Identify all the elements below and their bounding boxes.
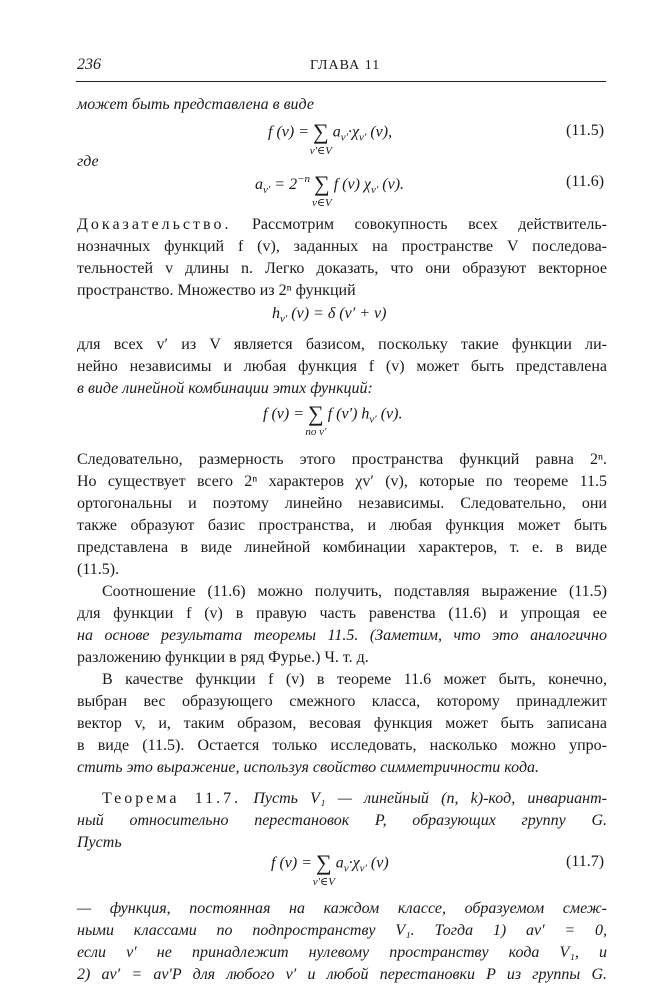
eq-tail: (v), — [366, 123, 393, 141]
text-line: может быть представлена в виде — [77, 96, 314, 113]
equation-sum: f (v) = ∑ по v′ f (v′) $h_{v'}$ (v). — [263, 401, 403, 438]
eq-term: a — [335, 854, 344, 872]
eq-eq: = 2 — [270, 176, 298, 193]
eq-lhs: f (v) = — [271, 854, 312, 872]
text-line: 2) av′ = av′P для любого v′ и любой перестановки P из группы G. — [77, 966, 607, 983]
sum-index: v∈V — [312, 197, 332, 210]
eq-rhs: f (v′) h — [327, 405, 370, 423]
text-line: — функция, постоянная на каждом классе, образуемом смеж- — [77, 900, 607, 917]
equation-11-7: f (v) = ∑ v′∈V $a_v\cdot\chi_{v'}$ (v) — [271, 850, 389, 888]
text-line: представлена в виде линейной комбинации характеров, т. е. в виде — [77, 539, 607, 556]
chapter-title: ГЛАВА 11 — [310, 58, 381, 73]
theorem-label: Теорема 11.7. — [102, 790, 242, 807]
eq-sub: v′ — [370, 184, 379, 196]
eq-mid: ·χ — [348, 854, 360, 872]
text-line: В качестве функции f (v) в теореме 11.6 может быть, конечно, — [102, 671, 607, 688]
text-line: нейно независимы и любая функция f (v) может быть представлена — [77, 358, 607, 375]
text-line: для всех v′ из V является базисом, поскольку такие функции ли- — [77, 336, 607, 353]
text-line — [102, 790, 607, 808]
text-line: для функции f (v) в правую часть равенства (11.6) и упрощая ее — [77, 605, 607, 622]
eq-sub: v′ — [263, 184, 271, 196]
text-line: разложению функции в ряд Фурье.) Ч. т. д. — [77, 649, 369, 666]
eq-lhs: h — [272, 305, 280, 322]
equation-number: (11.6) — [566, 173, 605, 190]
eq-sub: v′ — [359, 131, 367, 144]
equation-11-5: f (v) = ∑ v′∈V $a_{v'}\cdot\chi_{v'}$ (v), — [268, 119, 393, 157]
equation-number: (11.7) — [566, 853, 605, 870]
text-line: нозначных функций f (v), заданных на пространстве V последова- — [77, 238, 607, 255]
eq-lhs: a — [255, 176, 263, 193]
text-line: вектор v, и, таким образом, весовая функция может быть записана — [77, 715, 607, 732]
text-line: пространство. Множество из 2ⁿ функций — [77, 282, 356, 299]
text-line: также образуют базис пространства, и любая функция может быть — [77, 517, 607, 534]
proof-label: Доказательство. — [77, 216, 232, 233]
eq-sub: v′ — [369, 413, 377, 426]
text-line: Пусть — [77, 834, 122, 851]
text-line: Но существует всего 2ⁿ характеров χv′ (v), которые по теореме 11.5 — [77, 473, 607, 490]
equation-11-6: $a_{v'} = 2^{-n}$ ∑ v∈V f (v) $\chi_{v'}$ (v). — [255, 171, 405, 210]
eq-lhs: f (v) = — [268, 123, 309, 141]
text-line: в виде линейной комбинации этих функций: — [77, 380, 373, 397]
header-rule — [76, 81, 606, 82]
eq-sub: v′ — [280, 313, 288, 325]
text-line — [77, 216, 607, 234]
sum-index: v′∈V — [312, 876, 335, 888]
sum-index: v′∈V — [309, 145, 332, 157]
eq-lhs: f (v) = — [263, 405, 304, 423]
text-line: на основе результата теоремы 11.5. (Заметим, что это аналогично — [77, 627, 607, 644]
text-line: тельностей v длины n. Легко доказать, что они образуют векторное — [77, 260, 607, 277]
eq-exp: −n — [297, 173, 311, 185]
page-number: 236 — [77, 56, 101, 73]
text-line: выбран вес образующего смежного класса, которому принадлежит — [77, 693, 607, 710]
text-line: ный относительно перестановок P, образующих группу G. — [77, 812, 607, 829]
eq-rhs: f (v) χ — [333, 176, 371, 193]
text-line: Следовательно, размерность этого пространства функций равна 2ⁿ. — [77, 451, 607, 468]
eq-mid: ·χ — [347, 123, 360, 141]
eq-rhs: (v) = δ (v′ + v) — [287, 305, 387, 322]
eq-sub: v′ — [359, 862, 367, 875]
eq-tail: (v). — [376, 405, 403, 423]
eq-tail: (v) — [366, 854, 389, 872]
text-line: стить это выражение, используя свойство симметричности кода. — [77, 759, 540, 776]
text-line: Соотношение (11.6) можно получить, подставляя выражение (11.5) — [102, 583, 607, 600]
sum-index: по v′ — [305, 426, 327, 438]
text-line: где — [77, 153, 99, 170]
text-line: если v′ не принадлежит нулевому пространству кода V₁, и — [77, 944, 607, 961]
equation-number: (11.5) — [566, 122, 605, 139]
text-line: (11.5). — [77, 561, 120, 578]
eq-sub: v′ — [340, 131, 348, 144]
text-line: ными классами по подпространству V₁. Тогда 1) av′ = 0, — [77, 922, 607, 939]
text-line: ортогональны и поэтому линейно независимы. Следовательно, они — [77, 495, 607, 512]
text-line: в виде (11.5). Остается только исследовать, насколько можно упро- — [77, 737, 607, 754]
eq-term: a — [332, 123, 341, 141]
equation-basis — [272, 305, 386, 325]
text-span: Пусть V₁ — линейный (n, k)-код, инвариант- — [253, 790, 607, 807]
eq-tail: (v). — [378, 176, 405, 193]
text-span: Рассмотрим совокупность всех действитель- — [252, 216, 607, 233]
eq-sub: v — [343, 862, 349, 875]
